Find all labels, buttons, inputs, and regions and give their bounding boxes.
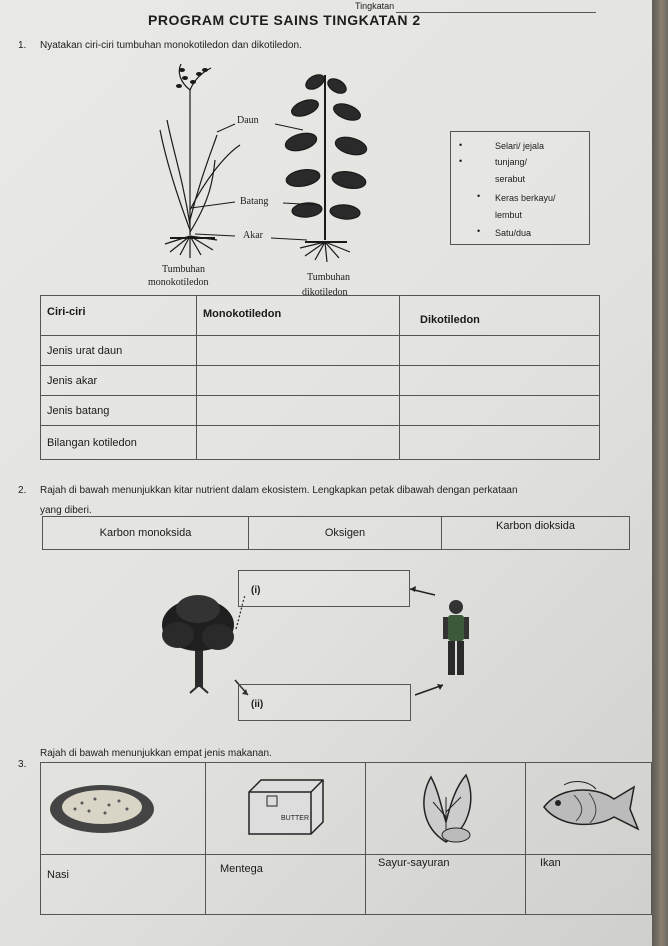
- answer-cell[interactable]: [400, 366, 600, 396]
- bullet-icon: •: [459, 156, 463, 166]
- q3-food-table: [40, 762, 652, 915]
- monocot-plant-icon: [160, 64, 240, 258]
- row-label-urat-daun: Jenis urat daun: [41, 336, 197, 366]
- food-label-mentega: Mentega: [206, 855, 366, 915]
- blank-label-ii: (ii): [251, 699, 264, 710]
- food-label-nasi: Nasi: [41, 855, 206, 915]
- answer-cell[interactable]: [400, 396, 600, 426]
- caption-mono-line2: monokotiledon: [148, 277, 209, 288]
- rice-plate-icon: [47, 777, 157, 837]
- word-karbon-monoksida: Karbon monoksida: [43, 517, 249, 550]
- header-dikotiledon: Dikotiledon: [400, 296, 600, 336]
- tree-icon: [162, 595, 234, 693]
- tingkatan-label: Tingkatan: [355, 1, 395, 11]
- option-selari: Selari/ jejala: [495, 141, 545, 151]
- q2-number: 2.: [18, 485, 27, 496]
- dicot-plant-icon: [283, 72, 368, 262]
- answer-cell[interactable]: [197, 336, 400, 366]
- butter-box-icon: [241, 772, 331, 842]
- answer-cell[interactable]: [400, 336, 600, 366]
- option-serabut: serabut: [495, 174, 526, 184]
- word-bank-box: [450, 131, 590, 245]
- food-label-sayur: Sayur-sayuran: [366, 855, 526, 915]
- option-satu-dua: Satu/dua: [495, 228, 532, 238]
- fish-icon: [534, 777, 644, 837]
- caption-mono-line1: Tumbuhan: [162, 264, 205, 275]
- akar-pointer: [195, 234, 235, 236]
- tingkatan-line: [396, 12, 596, 13]
- akar-pointer-right: [271, 238, 307, 240]
- row-label-akar: Jenis akar: [41, 366, 197, 396]
- batang-pointer: [191, 202, 235, 208]
- label-daun: Daun: [237, 115, 259, 126]
- answer-cell[interactable]: [197, 396, 400, 426]
- answer-cell[interactable]: [197, 366, 400, 396]
- option-tunjang: tunjang/: [495, 157, 528, 167]
- answer-cell[interactable]: [197, 426, 400, 460]
- blank-label-i: (i): [251, 585, 261, 596]
- food-image-mentega: [206, 763, 366, 855]
- q1-prompt: Nyatakan ciri-ciri tumbuhan monokotiledon dan dikotiledon.: [40, 40, 302, 51]
- blank-box-i[interactable]: [238, 570, 410, 607]
- row-label-batang: Jenis batang: [41, 396, 197, 426]
- header-monokotiledon: Monokotiledon: [197, 296, 400, 336]
- q1-number: 1.: [18, 40, 27, 51]
- header-ciri-ciri: Ciri-ciri: [41, 296, 197, 336]
- food-label-ikan: Ikan: [526, 855, 652, 915]
- label-akar: Akar: [243, 230, 263, 241]
- page-title: PROGRAM CUTE SAINS TINGKATAN 2: [148, 12, 421, 28]
- row-label-kotiledon: Bilangan kotiledon: [41, 426, 197, 460]
- plants-illustration: [155, 60, 375, 265]
- butter-text: BUTTER: [280, 815, 309, 822]
- q3-prompt: Rajah di bawah menunjukkan empat jenis makanan.: [40, 748, 272, 759]
- word-oksigen: Oksigen: [249, 517, 442, 550]
- label-batang: Batang: [240, 196, 269, 207]
- person-icon: [443, 600, 469, 675]
- caption-di-line1: Tumbuhan: [307, 272, 350, 283]
- bullet-icon: •: [477, 191, 481, 201]
- blank-box-ii[interactable]: [238, 684, 411, 721]
- food-image-nasi: [41, 763, 206, 855]
- daun-pointer: [217, 124, 235, 132]
- vegetables-icon: [411, 767, 481, 847]
- q3-number: 3.: [18, 759, 27, 770]
- caption-di-line2: dikotiledon: [302, 287, 348, 298]
- bullet-icon: •: [477, 226, 481, 236]
- bullet-icon: •: [459, 140, 463, 150]
- food-image-ikan: [526, 763, 652, 855]
- q2-word-table: [42, 516, 630, 550]
- option-keras: Keras berkayu/: [495, 193, 556, 203]
- q2-prompt-line1: Rajah di bawah menunjukkan kitar nutrient dalam ekosistem. Lengkapkan petak dibawah dengan perkataan: [40, 485, 518, 496]
- daun-pointer-right: [275, 124, 303, 130]
- background-edge: [652, 0, 668, 946]
- option-lembut: lembut: [495, 210, 523, 220]
- food-image-sayur: [366, 763, 526, 855]
- answer-cell[interactable]: [400, 426, 600, 460]
- word-karbon-dioksida: Karbon dioksida: [442, 517, 630, 550]
- q1-table: [40, 295, 600, 460]
- q2-prompt-line2: yang diberi.: [40, 505, 92, 516]
